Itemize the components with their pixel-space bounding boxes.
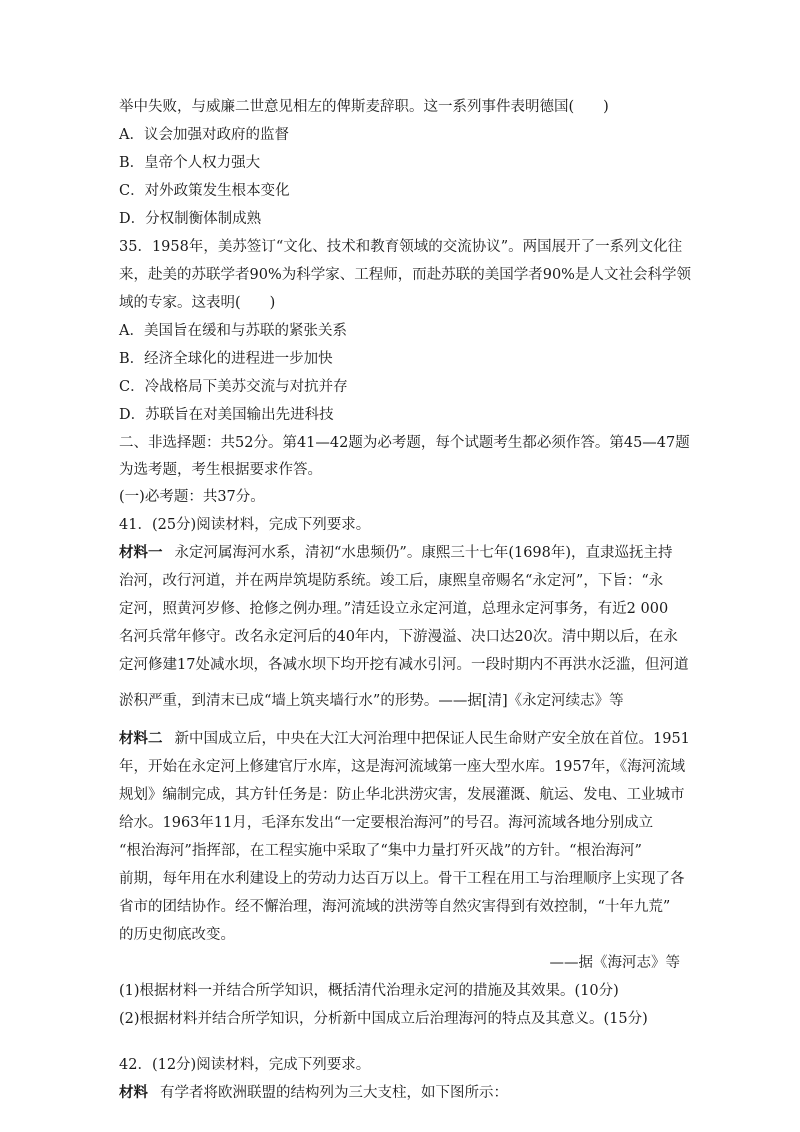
- q41-material2-line-2: 年，开始在永定河上修建官厅水库，这是海河流域第一座大型水库。1957年，《海河流域: [119, 759, 686, 775]
- q35-option-b: B．经济全球化的进程进一步加快: [119, 351, 333, 367]
- material2-text-1: 新中国成立后，中央在大江大河治理中把保证人民生命财产安全放在首位。1951: [174, 731, 690, 747]
- q34-stem-end: 举中失败，与威廉二世意见相左的俾斯麦辞职。这一系列事件表明德国( ): [119, 99, 609, 115]
- q34-option-b: B．皇帝个人权力强大: [119, 155, 261, 171]
- q41-material1-line-4: 名河兵常年修守。改名永定河后的40年内，下游漫溢、决口达20次。清中期以后，在永: [119, 629, 678, 645]
- q41-material2-line-8: 的历史彻底改变。: [119, 927, 235, 943]
- q42-material-line: [119, 1083, 508, 1103]
- q41-material1-line-2: 治河，改行河道，并在两岸筑堤防系统。竣工后，康熙皇帝赐名“永定河”，下旨：“永: [119, 573, 664, 589]
- q41-material2-line-4: 给水。1963年11月，毛泽东发出“一定要根治海河”的号召。海河流域各地分别成立: [119, 815, 654, 831]
- q35-stem-line-3: 域的专家。这表明( ): [119, 295, 276, 311]
- q35-option-a: A．美国旨在缓和与苏联的紧张关系: [119, 323, 347, 339]
- q35-stem-line-1: 35．1958年，美苏签订“文化、技术和教育领域的交流协议”。两国展开了一系列文化往: [119, 239, 683, 255]
- q41-material2-line-5: “根治海河”指挥部，在工程实施中采取了“集中力量打歼灭战”的方针。“根治海河”: [119, 843, 642, 859]
- section2-header: 二、非选择题：共52分。第41—42题为必考题，每个试题考生都必须作答。第45—47题: [119, 435, 690, 451]
- q41-sub-question-1: (1)根据材料一并结合所学知识，概括清代治理永定河的措施及其效果。(10分): [119, 983, 619, 999]
- q41-material2-line-1: [119, 729, 690, 749]
- q42-material-label: 材料: [119, 1084, 148, 1101]
- q35-option-d: D．苏联旨在对美国输出先进科技: [119, 407, 334, 423]
- q41-material1-line-1: [119, 543, 673, 563]
- q42-title: 42．(12分)阅读材料，完成下列要求。: [119, 1057, 371, 1073]
- material1-text-1: 永定河属海河水系，清初“水患频仍”。康熙三十七年(1698年)，直隶巡抚主持: [174, 545, 673, 561]
- q41-material2-line-7: 省市的团结协作。经不懈治理，海河流域的洪涝等自然灾害得到有效控制，“十年九荒”: [119, 899, 671, 915]
- q41-sub-question-2: (2)根据材料并结合所学知识，分析新中国成立后治理海河的特点及其意义。(15分): [119, 1011, 648, 1027]
- q35-stem-line-2: 来，赴美的苏联学者90%为科学家、工程师，而赴苏联的美国学者90%是人文社会科学领: [119, 267, 691, 283]
- q35-option-c: C．冷战格局下美苏交流与对抗并存: [119, 379, 348, 395]
- q41-material1-line-3: 定河，照黄河岁修、抢修之例办理。”清廷设立永定河道，总理永定河事务，有近2 000: [119, 601, 669, 617]
- section2-line-2: 为选考题，考生根据要求作答。: [119, 462, 322, 478]
- q41-material2-line-6: 前期，每年用在水利建设上的劳动力达百万以上。骨干工程在用工与治理顺序上实现了各: [119, 871, 685, 887]
- q34-option-a: A．议会加强对政府的监督: [119, 127, 289, 143]
- q41-material1-line-5: 定河修建17处减水坝，各减水坝下均开挖有减水引河。一段时期内不再洪水泛滥，但河道: [119, 657, 689, 673]
- section2-line-1: [119, 433, 690, 453]
- material1-label: 材料一: [119, 544, 163, 561]
- q34-option-c: C．对外政策发生根本变化: [119, 183, 290, 199]
- q41-material1-line-6: 淤积严重，到清末已成“墙上筑夹墙行水”的形势。——据[清]《永定河续志》等: [119, 693, 624, 709]
- q42-material-text: 有学者将欧洲联盟的结构列为三大支柱，如下图所示：: [160, 1085, 508, 1101]
- q41-material2-line-3: 规划》编制完成，其方针任务是：防止华北洪涝灾害，发展灌溉、航运、发电、工业城市: [119, 787, 685, 803]
- q34-option-d: D．分权制衡体制成熟: [119, 211, 262, 227]
- q41-title: 41．(25分)阅读材料，完成下列要求。: [119, 517, 371, 533]
- q41-material2-source: ——据《海河志》等: [549, 955, 680, 971]
- section2-required: (一)必考题：共37分。: [119, 489, 265, 505]
- material2-label: 材料二: [119, 730, 163, 747]
